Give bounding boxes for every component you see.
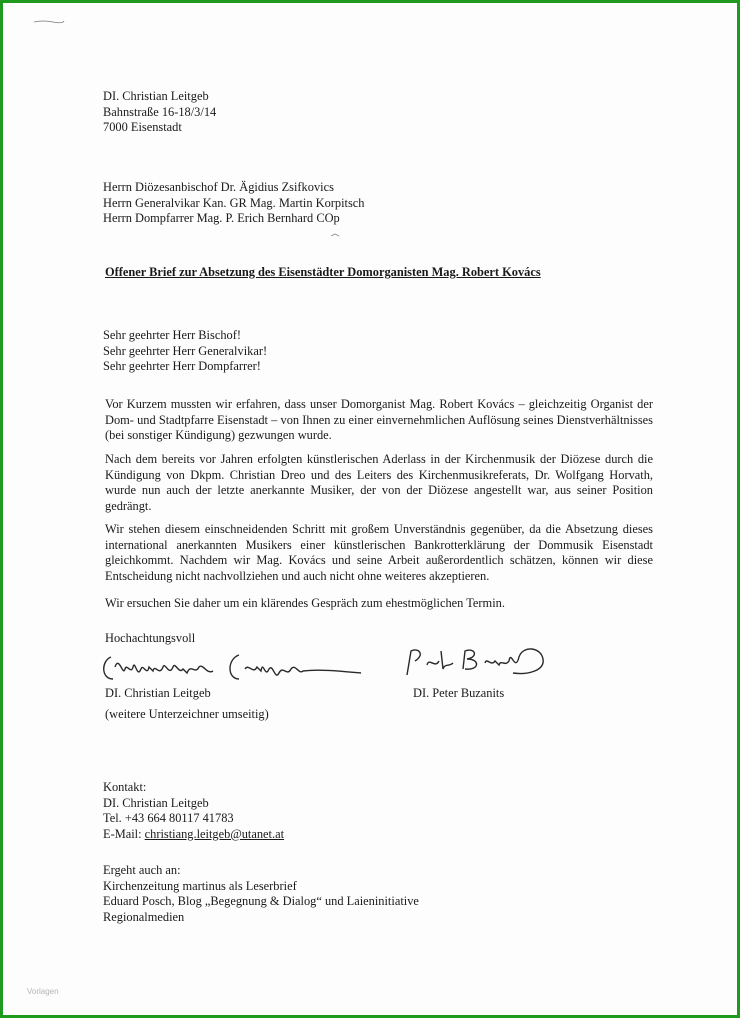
distribution-item: Eduard Posch, Blog „Begegnung & Dialog“ und Laieninitiative — [103, 894, 419, 909]
contact-name: DI. Christian Leitgeb — [103, 795, 209, 810]
signature-christian-leitgeb — [99, 649, 369, 687]
distribution-item: Regionalmedien — [103, 909, 185, 924]
body-paragraph-1 — [105, 397, 653, 444]
recipient-line: Herrn Dompfarrer Mag. P. Erich Bernhard COp — [103, 211, 340, 226]
distribution-item: Kirchenzeitung martinus als Leserbrief — [103, 878, 297, 893]
salutation-line: Sehr geehrter Herr Dompfarrer! — [103, 359, 261, 374]
sender-street: Bahnstraße 16-18/3/14 — [103, 104, 217, 119]
recipient-line: Herrn Diözesanbischof Dr. Ägidius Zsifkovics — [103, 180, 334, 194]
body-paragraph-3 — [105, 522, 653, 584]
salutation-line: Sehr geehrter Herr Bischof! — [103, 328, 241, 342]
recipient-line: Herrn Generalvikar Kan. GR Mag. Martin Korpitsch — [103, 195, 365, 210]
contact-block — [103, 780, 284, 842]
sender-name: DI. Christian Leitgeb — [103, 89, 209, 103]
sender-city: 7000 Eisenstadt — [103, 120, 182, 135]
body-paragraph-4 — [105, 596, 653, 612]
closing-phrase: Hochachtungsvoll — [105, 631, 196, 645]
scan-artifact-mark — [330, 232, 340, 238]
body-paragraph-2 — [105, 452, 653, 514]
signature-peter-buzanits — [401, 639, 551, 683]
paragraph-text: Wir ersuchen Sie daher um ein klärendes Gespräch zum ehestmöglichen Termin. — [105, 596, 505, 610]
paragraph-text: Wir stehen diesem einschneidenden Schritt mit großem Unverständnis gegenüber, da die Absetzung dieses international anerkannten Musikers einer künstlerischen Bankrotterklärung der Dommusik Eisenstadt gleichkommt. Nachdem wir Mag. Kovács und seine Arbeit außerordentlich schätzen, können wir diese Entscheidung nicht nachvollziehen und auch nicht ohne weiteres akzeptieren. — [105, 522, 653, 583]
contact-label: Kontakt: — [103, 780, 147, 794]
paragraph-text: Vor Kurzem mussten wir erfahren, dass unser Domorganist Mag. Robert Kovács – gleichzeitig Organist der Dom- und Stadtpfarre Eisenstadt – von Ihnen zu einer einvernehmlichen Auflösung seines Dienstverhältnisses (bei sonstiger Kündigung) gezwungen wurde. — [105, 397, 653, 442]
email-link[interactable]: christiang.leitgeb@utanet.at — [144, 826, 285, 841]
co-signers-note: (weitere Unterzeichner umseitig) — [105, 707, 269, 721]
distribution-label: Ergeht auch an: — [103, 863, 181, 877]
contact-email-line — [103, 827, 284, 843]
signer-name-right: DI. Peter Buzanits — [413, 686, 505, 700]
salutation-line: Sehr geehrter Herr Generalvikar! — [103, 343, 268, 358]
recipient-list — [103, 180, 365, 227]
scan-artifact-mark — [33, 19, 65, 24]
watermark-text: Vorlagen — [27, 987, 59, 996]
sender-address — [103, 89, 216, 136]
contact-phone: Tel. +43 664 80117 41783 — [103, 811, 234, 826]
signer-name-left: DI. Christian Leitgeb — [105, 686, 211, 700]
email-label: E-Mail: — [103, 826, 145, 841]
paragraph-text: Nach dem bereits vor Jahren erfolgten künstlerischen Aderlass in der Kirchenmusik der Diözese durch die Kündigung von Dkpm. Christian Dreo und des Leiters des Kirchenmusikreferats, Dr. Wolfgang Horvath, wurde nun auch der letzte anerkannte Musiker, der von der Diözese angestellt war, aus seiner Position gedrängt. — [105, 452, 653, 513]
distribution-block — [103, 863, 419, 925]
letter-subject: Offener Brief zur Absetzung des Eisenstädter Domorganisten Mag. Robert Kovács — [105, 265, 541, 279]
salutation-block — [103, 328, 267, 375]
